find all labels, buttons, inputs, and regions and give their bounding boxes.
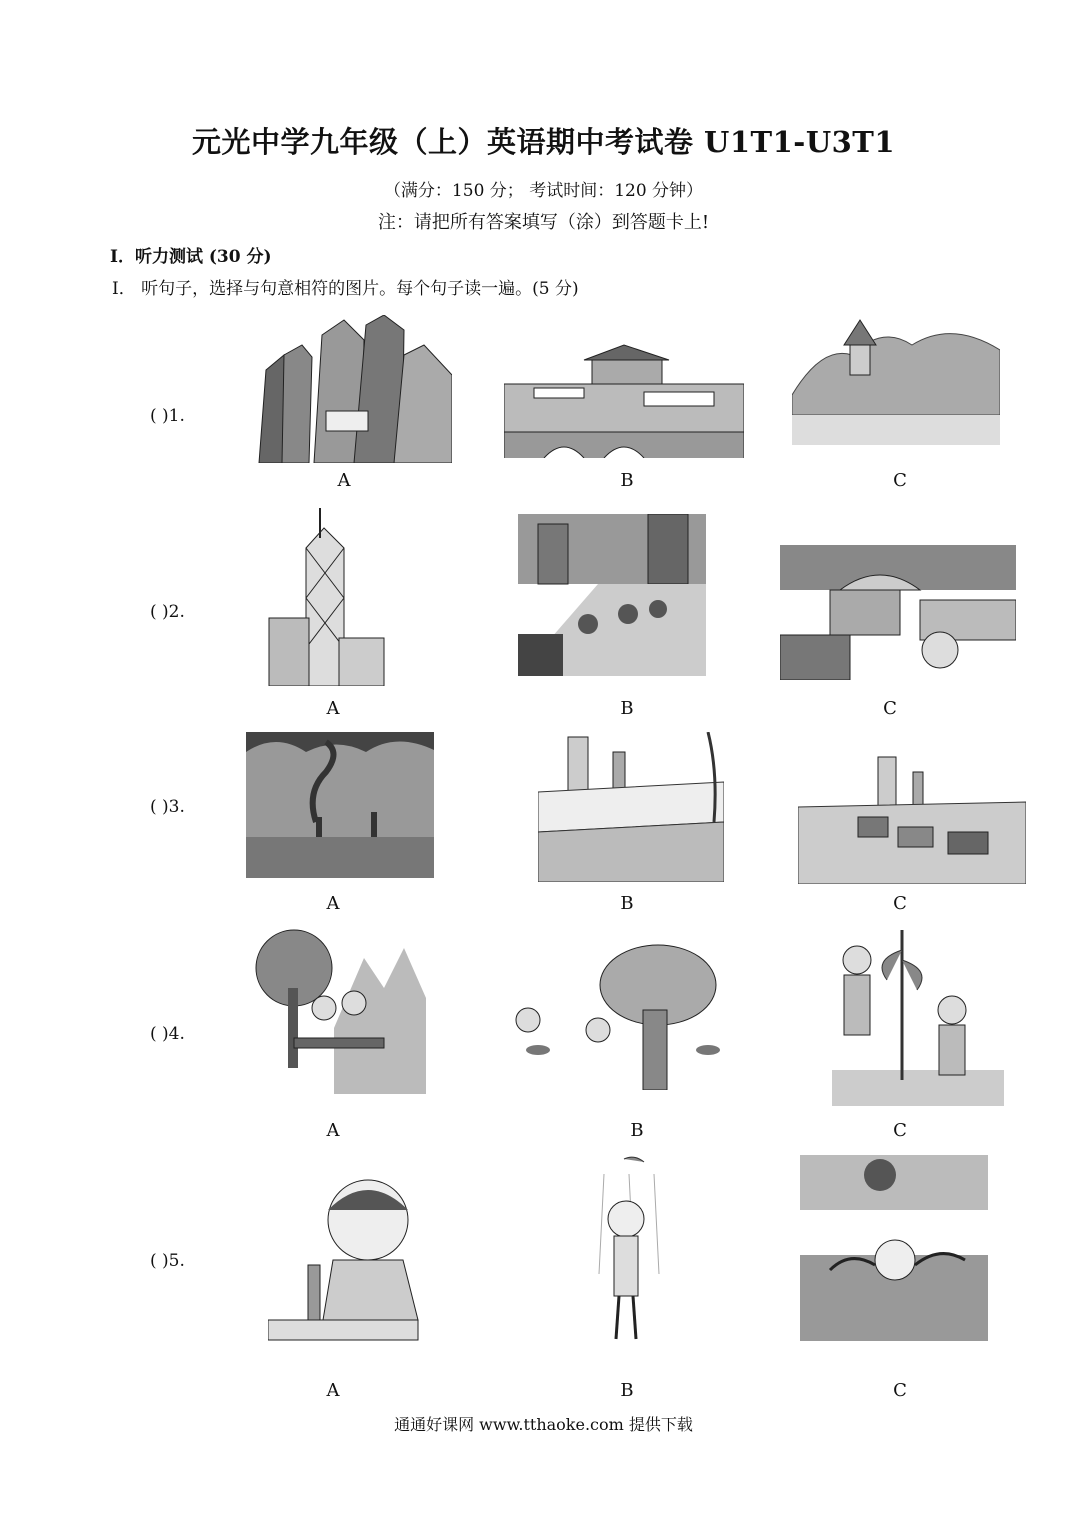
air-pollution-icon (246, 732, 434, 878)
water-pollution-icon (538, 732, 724, 882)
answer-sheet-note: 注：请把所有答案填写（涂）到答题卡上! (377, 212, 710, 233)
q2-option-b-label: B (620, 698, 634, 719)
boy-swimming-icon (800, 1155, 988, 1341)
tiananmen-icon (504, 340, 744, 458)
page-title: 元光中学九年级（上）英语期中考试卷 U1T1-U3T1 (191, 125, 896, 159)
section-heading: I．听力测试 (30 分) (110, 247, 272, 267)
cutting-trees-icon (498, 940, 720, 1090)
q4-option-a-label: A (326, 1120, 340, 1141)
question-1-label: ( )1. (150, 406, 185, 426)
question-3-label: ( )3. (150, 797, 185, 817)
q1-option-a-label: A (337, 470, 351, 491)
planting-tree-icon (832, 930, 1004, 1106)
question-4-label: ( )4. (150, 1024, 185, 1044)
section-instruction: Ⅰ． 听句子，选择与句意相符的图片。每个句子读一遍。(5 分) (112, 279, 579, 299)
question-2-label: ( )2. (150, 602, 185, 622)
q2-option-a-label: A (326, 698, 340, 719)
q5-option-a-label: A (326, 1380, 340, 1401)
city-street-crowd-icon (518, 514, 706, 676)
boy-showering-icon (574, 1154, 678, 1344)
garbage-pollution-icon (798, 732, 1026, 884)
temple-on-hill-icon (792, 305, 1000, 445)
footer-text: 通通好课网 www.tthaoke.com 提供下载 (394, 1415, 693, 1434)
stone-forest-icon (254, 315, 452, 463)
q3-option-c-label: C (893, 893, 907, 914)
q1-option-c-label: C (893, 470, 907, 491)
q2-option-c-label: C (883, 698, 897, 719)
q5-option-c-label: C (893, 1380, 907, 1401)
question-5-label: ( )5. (150, 1251, 185, 1271)
q3-option-a-label: A (326, 893, 340, 914)
skyscraper-icon (264, 508, 388, 686)
q4-option-b-label: B (630, 1120, 644, 1141)
score-time-info: （满分：150 分； 考试时间：120 分钟） (383, 181, 704, 201)
boys-reading-on-bench-icon (254, 928, 426, 1094)
traffic-jam-icon (780, 520, 1016, 680)
q4-option-c-label: C (893, 1120, 907, 1141)
q3-option-b-label: B (620, 893, 634, 914)
girl-turning-off-tap-icon (268, 1170, 464, 1346)
q1-option-b-label: B (620, 470, 634, 491)
q5-option-b-label: B (620, 1380, 634, 1401)
